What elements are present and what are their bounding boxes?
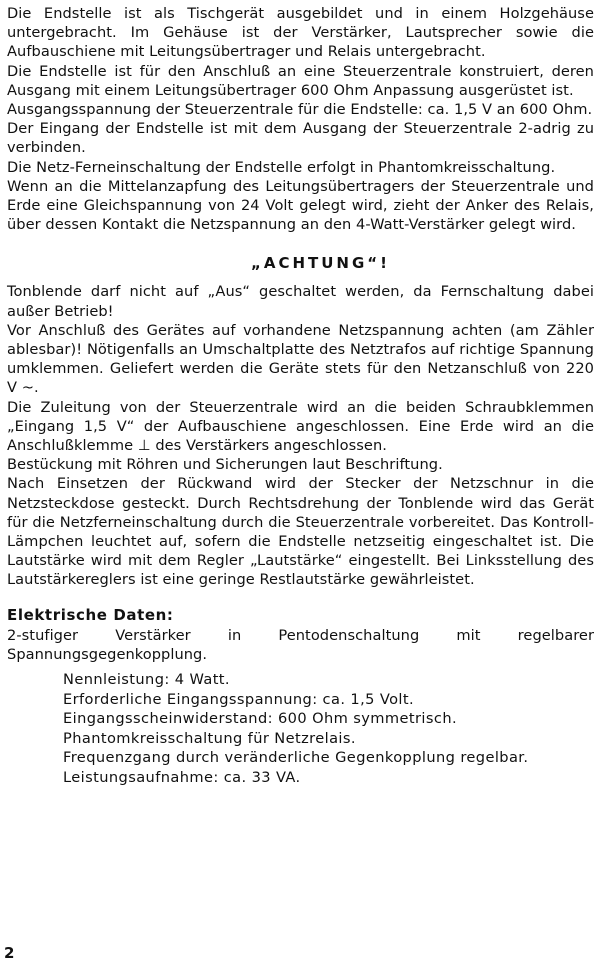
spec-item: Erforderliche Eingangsspannung: ca. 1,5 Volt. [63, 690, 415, 708]
spec-item: Nennleistung: 4 Watt. [63, 671, 230, 689]
paragraph-operation: Nach Einsetzen der Rückwand wird der Stecker der Netzschnur in die Netzsteckdose gesteckt. Durch Rechtsdrehung der Tonblende wird das Gerät für die Netzferneinschaltung durch die Steuerzentrale vorbereitet. Das Kontroll-Lämpchen leuchtet auf, sofern die Endstelle netzseitig eingeschaltet ist. Die Lautstärke wird mit dem Regler „Lautstärke“ eingestellt. Bei Linksstellung des Lautstärkereglers ist eine geringe Restlautstärke gewährleistet. [7, 475, 594, 589]
paragraph-tubes: Bestückung mit Röhren und Sicherungen laut Beschriftung. [7, 456, 443, 474]
paragraph-mains-voltage: Vor Anschluß des Gerätes auf vorhandene Netzspannung achten (am Zähler ablesbar)! Nötigenfalls an Umschaltplatte des Netztrafos auf richtige Spannung umklemmen. Geliefert werden die Geräte stets für den Netzanschluß von 220 V ∼. [7, 321, 594, 397]
paragraph-input: Der Eingang der Endstelle ist mit dem Ausgang der Steuerzentrale 2-adrig zu verbinden. [7, 120, 594, 157]
spec-item: Phantomkreisschaltung für Netzrelais. [63, 729, 356, 747]
paragraph-wiring: Die Zuleitung von der Steuerzentrale wird an die beiden Schraubklemmen „Eingang 1,5 V“ der Aufbauschiene angeschlossen. Eine Erde wird an die Anschlußklemme ⊥ des Verstärkers angeschlossen. [7, 398, 594, 455]
paragraph-housing: Die Endstelle ist als Tischgerät ausgebildet und in einem Holzgehäuse untergebracht. Im Gehäuse ist der Verstärker, Lautsprecher sowie die Aufbauschiene mit Leitungsübertrager und Relais untergebracht. [7, 5, 594, 61]
spec-list [63, 670, 594, 788]
paragraph-connection: Die Endstelle ist für den Anschluß an eine Steuerzentrale konstruiert, deren Ausgang mit einem Leitungsübertrager 600 Ohm Anpassung ausgerüstet ist. [7, 62, 594, 99]
paragraph-output-voltage: Ausgangsspannung der Steuerzentrale für die Endstelle: ca. 1,5 V an 600 Ohm. [7, 101, 593, 119]
page-number: 2 [4, 944, 15, 962]
paragraph-amplifier: 2-stufiger Verstärker in Pentodenschaltung mit regelbarer Spannungsgegenkopplung. [7, 626, 594, 663]
spec-item: Frequenzgang durch veränderliche Gegenkopplung regelbar. [63, 749, 529, 767]
electrical-data-heading: Elektrische Daten: [7, 605, 174, 624]
paragraph-relay: Wenn an die Mittelanzapfung des Leitungsübertragers der Steuerzentrale und Erde eine Gleichspannung von 24 Volt gelegt wird, zieht der Anker des Relais, über dessen Kontakt die Netzspannung an den 4-Watt-Verstärker gelegt wird. [7, 177, 594, 234]
spec-item: Eingangsscheinwiderstand: 600 Ohm symmetrisch. [63, 710, 458, 728]
paragraph-tone-control: Tonblende darf nicht auf „Aus“ geschaltet werden, da Fernschaltung dabei außer Betrieb! [7, 283, 594, 320]
spec-item: Leistungsaufnahme: ca. 33 VA. [63, 769, 301, 787]
paragraph-remote-switching: Die Netz-Ferneinschaltung der Endstelle erfolgt in Phantomkreisschaltung. [7, 158, 556, 176]
document-page [7, 4, 594, 788]
warning-heading: „ACHTUNG“! [250, 254, 390, 273]
